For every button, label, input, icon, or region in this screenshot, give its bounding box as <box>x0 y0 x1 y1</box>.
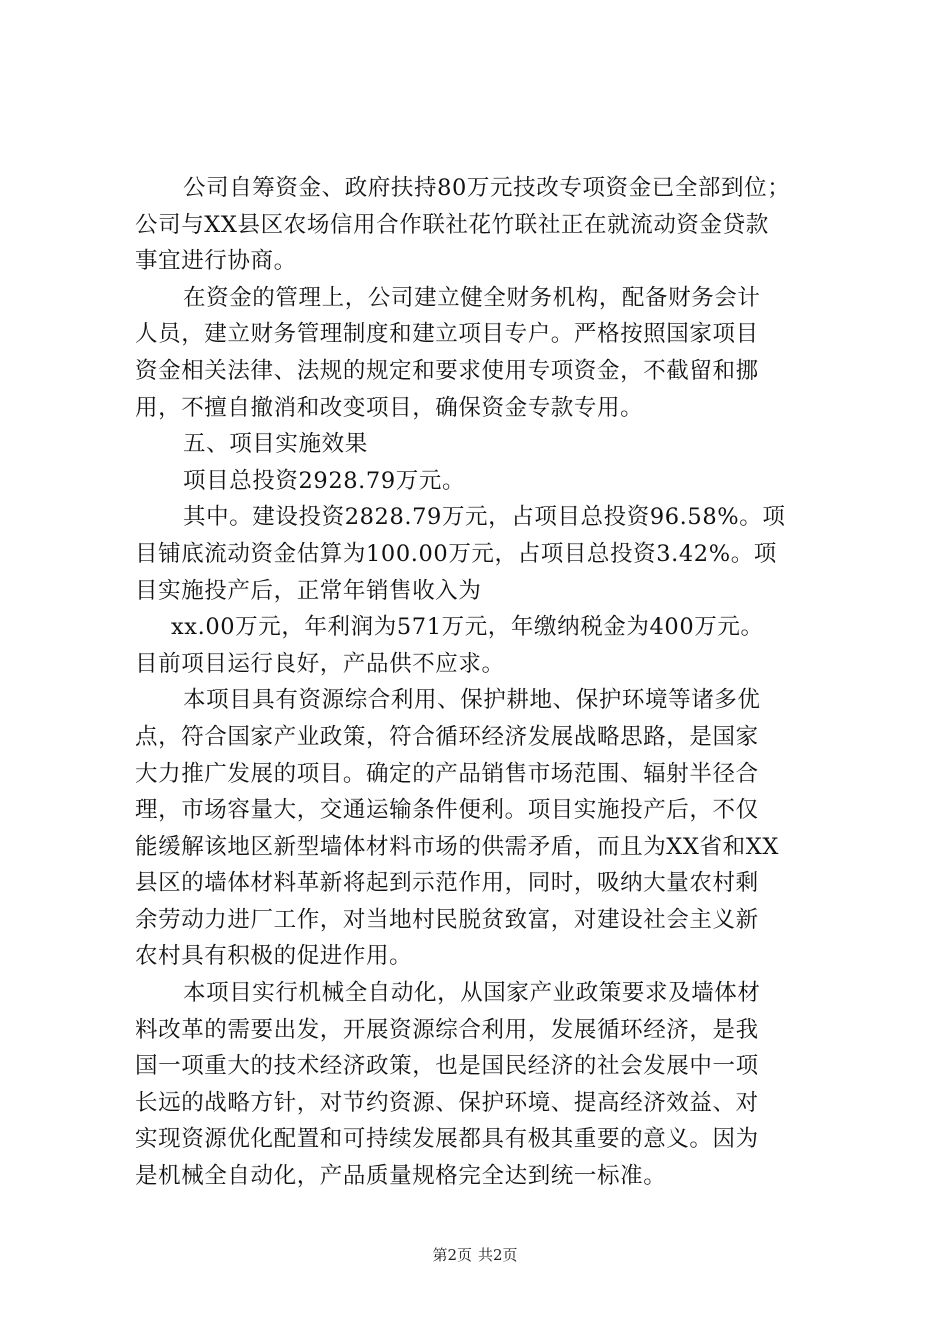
text-line: 公司自筹资金、政府扶持80万元技改专项资金已全部到位； <box>183 175 791 201</box>
text-line: 在资金的管理上，公司建立健全财务机构，配备财务会计 <box>183 284 761 311</box>
page-number-current: 第2页 <box>432 1246 472 1264</box>
text-line: 其中。建设投资2828.79万元，占项目总投资96.58%。项 <box>183 504 786 531</box>
text-line: 农村具有积极的促进作用。 <box>135 943 413 970</box>
text-line: 大力推广发展的项目。确定的产品销售市场范围、辐射半径合 <box>135 760 759 787</box>
text-line: 事宜进行协商。 <box>135 248 297 275</box>
text-line: 项目总投资2928.79万元。 <box>183 467 466 494</box>
text-line: 实现资源优化配置和可持续发展都具有极其重要的意义。因为 <box>135 1126 759 1153</box>
text-line: 本项目实行机械全自动化，从国家产业政策要求及墙体材 <box>183 980 761 1007</box>
page-number-total: 共2页 <box>478 1246 518 1264</box>
text-line: 用，不擅自撤消和改变项目，确保资金专款专用。 <box>135 394 644 421</box>
text-line: 目实施投产后，正常年销售收入为 <box>135 577 482 604</box>
text-line: 人员，建立财务管理制度和建立项目专户。严格按照国家项目 <box>135 321 759 348</box>
text-line: 是机械全自动化，产品质量规格完全达到统一标准。 <box>135 1163 667 1190</box>
text-line: 资金相关法律、法规的规定和要求使用专项资金，不截留和挪 <box>135 357 759 384</box>
text-line: 理，市场容量大，交通运输条件便利。项目实施投产后，不仅 <box>135 797 759 824</box>
page-footer <box>0 1245 950 1265</box>
text-line: 本项目具有资源综合利用、保护耕地、保护环境等诸多优 <box>183 687 761 714</box>
text-line: 料改革的需要出发，开展资源综合利用，发展循环经济，是我 <box>135 1016 759 1043</box>
text-line: xx.00万元，年利润为571万元，年缴纳税金为400万元。 <box>171 614 764 641</box>
text-line: 能缓解该地区新型墙体材料市场的供需矛盾，而且为XX省和XX <box>135 833 779 860</box>
text-line: 余劳动力进厂工作，对当地村民脱贫致富，对建设社会主义新 <box>135 906 759 933</box>
text-line: 国一项重大的技术经济政策，也是国民经济的社会发展中一项 <box>135 1053 759 1080</box>
section-heading: 五、项目实施效果 <box>183 431 368 458</box>
text-line: 县区的墙体材料革新将起到示范作用，同时，吸纳大量农村剩 <box>135 870 759 897</box>
text-line: 目前项目运行良好，产品供不应求。 <box>135 650 505 677</box>
text-line: 目铺底流动资金估算为100.00万元，占项目总投资3.42%。项 <box>135 540 777 567</box>
text-line: 长远的战略方针，对节约资源、保护环境、提高经济效益、对 <box>135 1089 759 1116</box>
document-body <box>135 170 825 1195</box>
text-line: 点，符合国家产业政策，符合循环经济发展战略思路，是国家 <box>135 723 759 750</box>
text-line: 公司与XX县区农场信用合作联社花竹联社正在就流动资金贷款 <box>135 211 769 238</box>
